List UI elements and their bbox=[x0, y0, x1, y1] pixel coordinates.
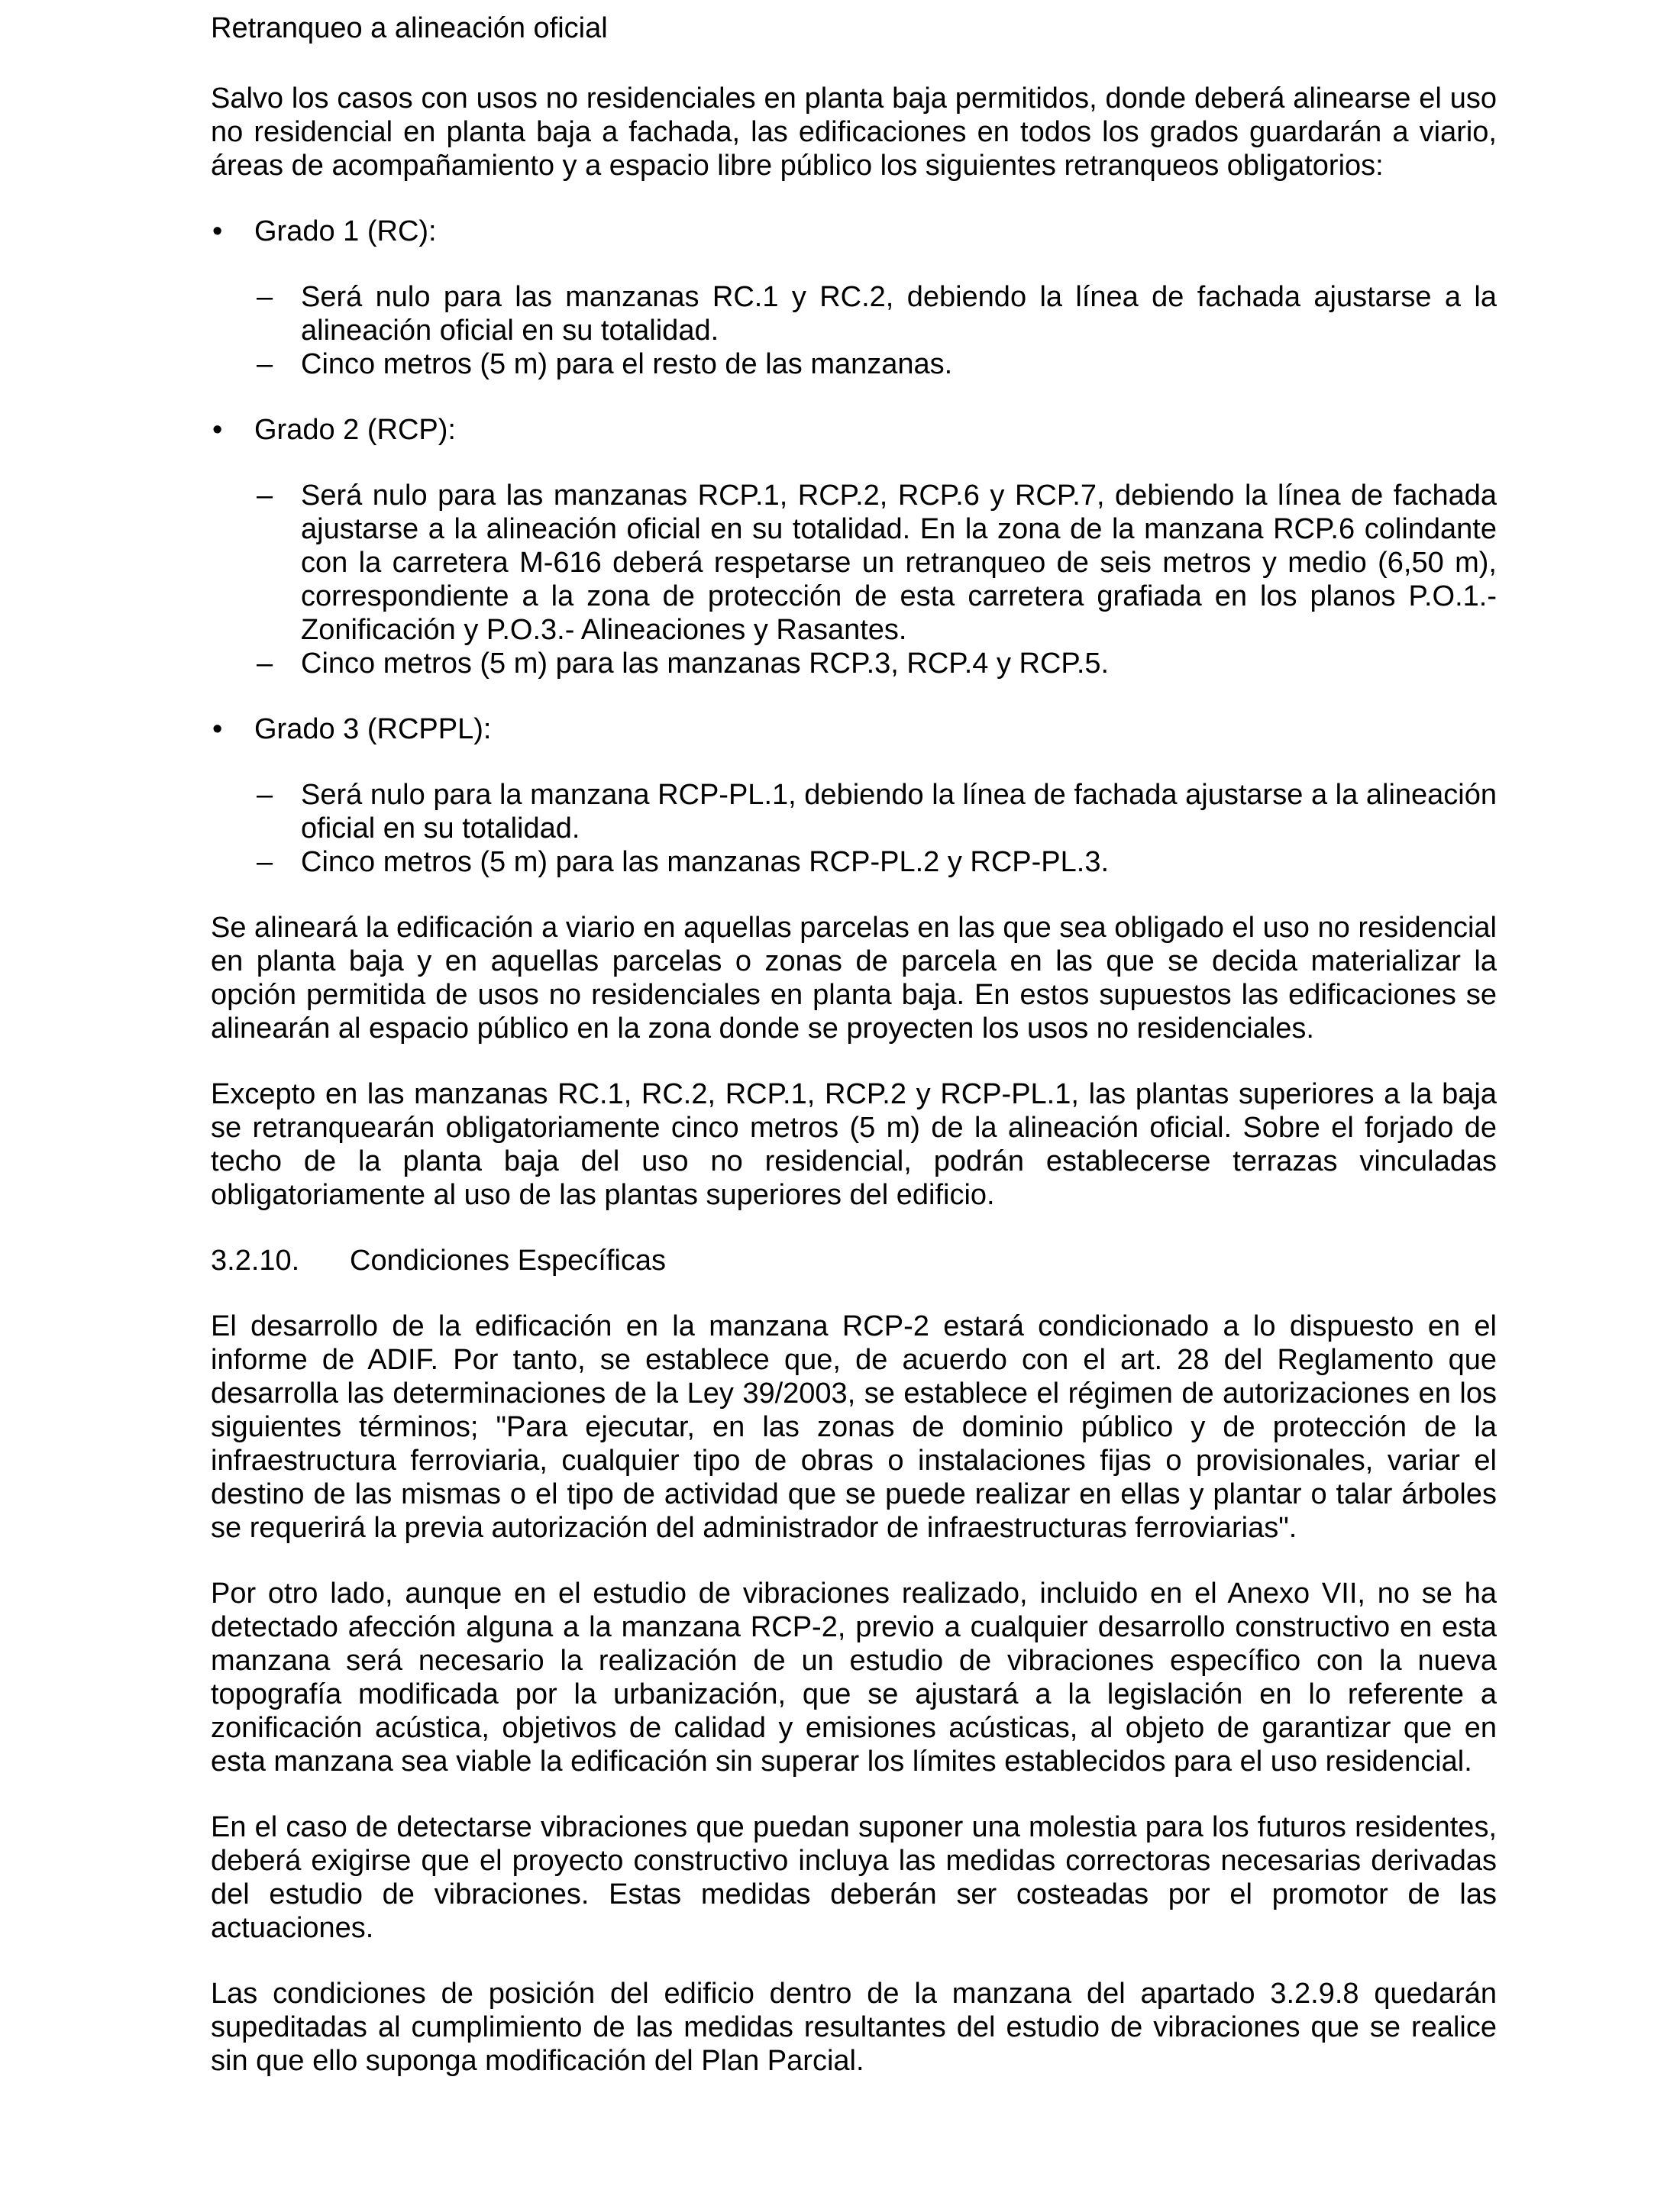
list-item bbox=[211, 280, 1497, 347]
dash-icon: – bbox=[257, 348, 273, 380]
bullet-icon: • bbox=[212, 215, 223, 247]
bullet-label: Grado 3 (RCPPL): bbox=[254, 713, 492, 745]
paragraph-intro: Salvo los casos con usos no residenciales en planta baja permitidos, donde deberá alinearse el uso no residencial en planta baja a fachada, las edificaciones en todos los grados guardarán a viario, áreas de acompañamiento y a espacio libre público los siguientes retranqueos obligatorios: bbox=[211, 82, 1497, 182]
dash-icon: – bbox=[257, 779, 273, 811]
paragraph-condiciones: Las condiciones de posición del edificio dentro de la manzana del apartado 3.2.9.8 quedarán supeditadas al cumplimiento de las medidas resultantes del estudio de vibraciones que se realice sin que ello suponga modificación del Plan Parcial. bbox=[211, 1978, 1497, 2077]
paragraph-alignment: Se alineará la edificación a viario en aquellas parcelas en las que sea obligado el uso no residencial en planta baja y en aquellas parcelas o zonas de parcela en las que se decida materializar la opción permitida de usos no residenciales en planta baja. En estos supuestos las edificaciones se alinearán al espacio público en la zona donde se proyecten los usos no residenciales. bbox=[211, 912, 1497, 1045]
dash-list-grado-1 bbox=[211, 280, 1497, 381]
bullet-item-grado-3 bbox=[211, 712, 1497, 746]
dash-icon: – bbox=[257, 846, 273, 878]
bullet-item-grado-1 bbox=[211, 215, 1497, 248]
list-item bbox=[211, 479, 1497, 647]
list-item-text: Será nulo para la manzana RCP-PL.1, debiendo la línea de fachada ajustarse a la alineación oficial en su totalidad. bbox=[301, 779, 1497, 845]
bullet-icon: • bbox=[212, 713, 223, 745]
bullet-label: Grado 2 (RCP): bbox=[254, 414, 456, 446]
dash-icon: – bbox=[257, 648, 273, 680]
list-item-text: Cinco metros (5 m) para las manzanas RCP-PL.2 y RCP-PL.3. bbox=[301, 846, 1110, 878]
list-item bbox=[211, 347, 1497, 381]
list-item bbox=[211, 845, 1497, 879]
bullet-item-grado-2 bbox=[211, 413, 1497, 447]
paragraph-adif: El desarrollo de la edificación en la manzana RCP-2 estará condicionado a lo dispuesto en el informe de ADIF. Por tanto, se establece que, de acuerdo con el art. 28 del Reglamento que desarrolla las determinaciones de la Ley 39/2003, se establece el régimen de autorizaciones en los siguientes términos; "Para ejecutar, en las zonas de dominio público y de protección de la infraestructura ferroviaria, cualquier tipo de obras o instalaciones fijas o provisionales, variar el destino de las mismas o el tipo de actividad que se puede realizar en ellas y plantar o talar árboles se requerirá la previa autorización del administrador de infraestructuras ferroviarias". bbox=[211, 1310, 1497, 1544]
list-item bbox=[211, 778, 1497, 845]
bullet-label: Grado 1 (RC): bbox=[254, 215, 437, 247]
dash-list-grado-2 bbox=[211, 479, 1497, 680]
list-item-text: Será nulo para las manzanas RCP.1, RCP.2, RCP.6 y RCP.7, debiendo la línea de fachada ajustarse a la alineación oficial en su totalidad. En la zona de la manzana RCP.6 colindante con la carretera M-616 deberá respetarse un retranqueo de seis metros y medio (6,50 m), correspondiente a la zona de protección de esta carretera grafiada en los planos P.O.1.- Zonificación y P.O.3.- Alineaciones y Rasantes. bbox=[301, 480, 1497, 646]
dash-list-grado-3 bbox=[211, 778, 1497, 879]
section-title: Condiciones Específicas bbox=[350, 1245, 666, 1277]
list-item-text: Será nulo para las manzanas RC.1 y RC.2, debiendo la línea de fachada ajustarse a la alineación oficial en su totalidad. bbox=[301, 281, 1497, 347]
paragraph-vibraciones: Por otro lado, aunque en el estudio de vibraciones realizado, incluido en el Anexo VII, no se ha detectado afección alguna a la manzana RCP-2, previo a cualquier desarrollo constructivo en esta manzana será necesario la realización de un estudio de vibraciones específico con la nueva topografía modificada por la urbanización, que se ajustará a la legislación en lo referente a zonificación acústica, objetivos de calidad y emisiones acústicas, al objeto de garantizar que en esta manzana sea viable la edificación sin superar los límites establecidos para el uso residencial. bbox=[211, 1578, 1497, 1778]
list-item-text: Cinco metros (5 m) para las manzanas RCP.3, RCP.4 y RCP.5. bbox=[301, 648, 1110, 680]
dash-icon: – bbox=[257, 281, 273, 313]
document-title: Retranqueo a alineación oficial bbox=[211, 12, 608, 44]
dash-icon: – bbox=[257, 480, 273, 512]
paragraph-medidas: En el caso de detectarse vibraciones que puedan suponer una molestia para los futuros residentes, deberá exigirse que el proyecto constructivo incluya las medidas correctoras necesarias derivadas del estudio de vibraciones. Estas medidas deberán ser costeadas por el promotor de las actuaciones. bbox=[211, 1811, 1497, 1944]
section-number: 3.2.10. bbox=[211, 1245, 300, 1277]
list-item-text: Cinco metros (5 m) para el resto de las manzanas. bbox=[301, 348, 953, 380]
list-item bbox=[211, 647, 1497, 680]
bullet-icon: • bbox=[212, 414, 223, 446]
section-heading bbox=[211, 1244, 1497, 1277]
paragraph-excepto: Excepto en las manzanas RC.1, RC.2, RCP.1, RCP.2 y RCP-PL.1, las plantas superiores a la baja se retranquearán obligatoriamente cinco metros (5 m) de la alineación oficial. Sobre el forjado de techo de la planta baja del uso no residencial, podrán establecerse terrazas vinculadas obligatoriamente al uso de las plantas superiores del edificio. bbox=[211, 1078, 1497, 1211]
